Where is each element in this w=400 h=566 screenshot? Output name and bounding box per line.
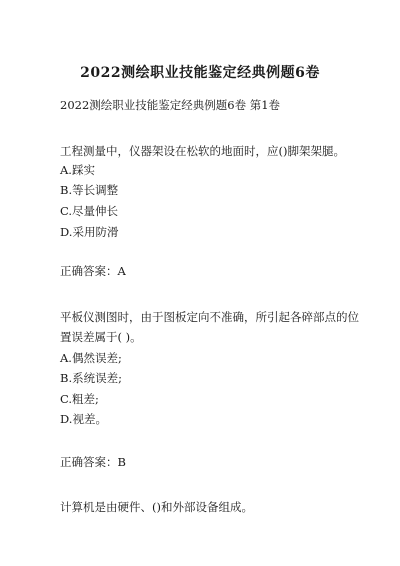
question-2-stem-line-2: 置误差属于( )。: [60, 330, 142, 344]
question-1-option-d: D.采用防滑: [60, 225, 119, 239]
question-3-stem: 计算机是由硬件、()和外部设备组成。: [60, 500, 253, 514]
question-2-option-b: B.系统误差;: [60, 371, 122, 385]
question-1-stem: 工程测量中，仪器架设在松软的地面时，应()脚架架腿。: [60, 144, 345, 158]
question-2-option-c: C.粗差;: [60, 392, 99, 406]
question-2-option-a: A.偶然误差;: [60, 351, 122, 365]
question-2-option-d: D.视差。: [60, 412, 107, 426]
question-2-answer: 正确答案：B: [60, 455, 126, 469]
question-1-option-c: C.尽量伸长: [60, 204, 119, 218]
document-title: 2022测绘职业技能鉴定经典例题6卷: [80, 65, 320, 81]
question-2-stem-line-1: 平板仪测图时，由于图板定向不准确，所引起各碎部点的位: [60, 310, 359, 324]
document-subtitle: 2022测绘职业技能鉴定经典例题6卷 第1卷: [60, 98, 281, 112]
question-1-option-b: B.等长调整: [60, 183, 119, 197]
question-1-option-a: A.踩实: [60, 163, 95, 177]
question-1-answer: 正确答案：A: [60, 264, 126, 278]
